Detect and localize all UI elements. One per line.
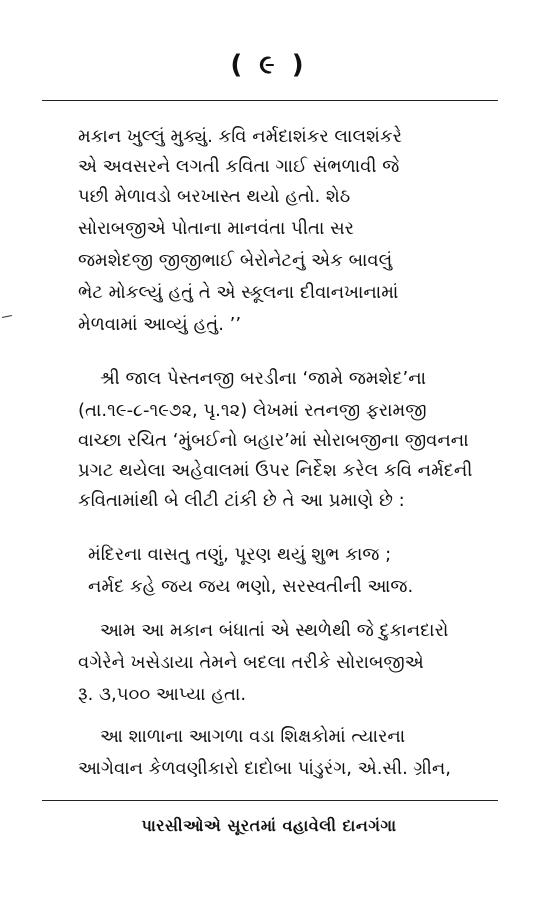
margin-mark <box>2 315 12 318</box>
footer-rule <box>42 800 498 801</box>
text-line: (તા.૧૯-૮-૧૯૭૨, પૃ.૧૨) લેખમાં રતનજી ફરામજી <box>78 400 427 421</box>
running-footer-book-title: પારસીઓએ સૂરતમાં વહાવેલી દાનગંગા <box>141 816 397 835</box>
header-rule <box>42 100 498 101</box>
text-line: વાચ્છા રચિત ‘મુંબઈનો બહાર’માં સોરાબજીના જીવનના <box>78 430 469 451</box>
text-line: એ અવસરને લગતી કવિતા ગાઈ સંભળાવી જે <box>78 156 400 177</box>
text-line: શ્રી જાલ પેસ્તનજી બરડીના ‘જામે જમશેદ’ના <box>100 368 427 389</box>
text-line: કવિતામાંથી બે લીટી ટાંકી છે તે આ પ્રમાણે છે : <box>78 490 405 511</box>
text-line: આગેવાન કેળવણીકારો દાદોબા પાંડુરંગ, એ.સી. ગ્રીન, <box>78 758 452 779</box>
text-line: આ શાળાના આગળા વડા શિક્ષકોમાં ત્યારના <box>100 726 406 747</box>
text-line: જમશેદજી જીજીભાઈ બેરોનેટનું એક બાવલું <box>78 250 393 271</box>
page-number: ( ૯ ) <box>230 50 308 80</box>
verse-line: નર્મદ કહે જય જય ભણો, સરસ્વતીની આજ. <box>88 576 414 597</box>
text-line: આમ આ મકાન બંધાતાં એ સ્થળેથી જે દુકાનદારો <box>100 620 449 641</box>
text-line: પ્રગટ થયેલા અહેવાલમાં ઉપર નિર્દેશ કરેલ કવિ નર્મદની <box>78 460 473 481</box>
text-line: મકાન ખુલ્લું મુક્યું. કવિ નર્મદાશંકર લાલશંકરે <box>78 126 402 147</box>
text-line: ભેટ મોકલ્યું હતું તે એ સ્કૂલના દીવાનખાનામાં <box>78 282 399 303</box>
verse-line: મંદિરના વાસતુ તણું, પૂરણ થયું શુભ કાજ ; <box>88 544 392 565</box>
text-line: મેળવામાં આવ્યું હતું. ’’ <box>78 314 242 335</box>
text-line: પછી મેળાવડો બરખાસ્ત થયો હતો. શેઠ <box>78 186 351 207</box>
text-line: સોરાબજીએ પોતાના માનવંતા પીતા સર <box>78 218 354 239</box>
text-line: વગેરેને ખસેડાયા તેમને બદલા તરીકે સોરાબજીએ <box>78 652 424 673</box>
text-line: રૂ. ૩,૫૦૦ આપ્યા હતા. <box>78 684 247 705</box>
